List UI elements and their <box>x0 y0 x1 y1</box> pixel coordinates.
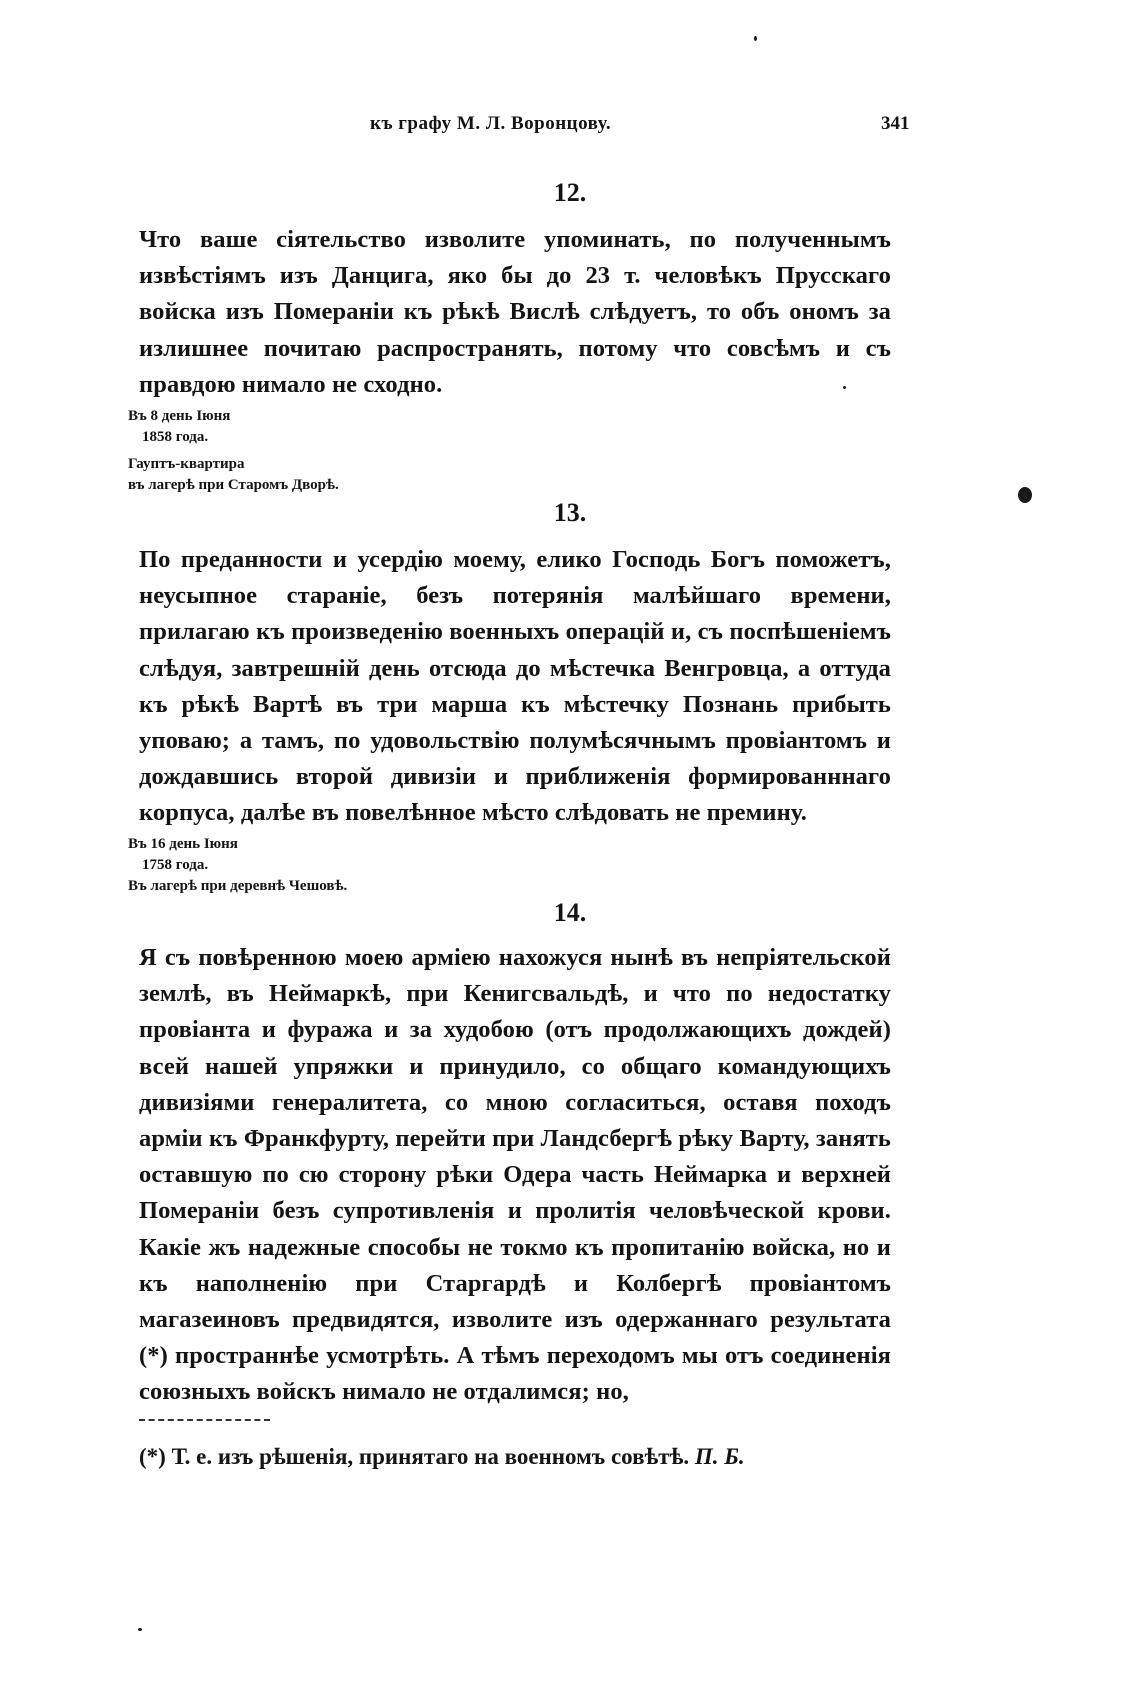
section-number-14: 14. <box>553 898 587 927</box>
section-text-12: Что ваше сіятельство изволите упоминать, по полученнымъ извѣстіямъ изъ Данцига, яко бы до 23 т. человѣкъ Прусскаго войска изъ Помераніи къ рѣкѣ Вислѣ слѣдуетъ, то объ ономъ за излишнее почитаю распространять, потому что совсѣмъ и съ правдою нимало не сходно. <box>139 226 891 398</box>
section-number-12: 12. <box>553 178 587 207</box>
footnote-text: (*) Т. е. изъ рѣшенія, принятаго на военномъ совѣтѣ. <box>139 1444 690 1469</box>
scan-speck <box>138 1628 142 1631</box>
dateline-line: 1858 года. <box>142 429 209 445</box>
dateline-line: Въ 8 день Іюня <box>128 408 231 424</box>
section-text-14: Я съ повѣренною моею арміею нахожуся нынѣ въ непріятельской землѣ, въ Неймаркѣ, при Кенигсвальдѣ, и что по недостатку провіанта и фуража и за худобою (отъ продолжающихъ дождей) всей нашей упряжки и принудило, со общаго командующихъ дивизіями генералитета, со мною согласиться, оставя походъ арміи къ Франкфурту, перейти при Ландсбергѣ рѣку Варту, занять оставшую по сю сторону рѣки Одера часть Неймарка и верхней Помераніи безъ супротивленія и пролитія человѣческой крови. Какіе жъ надежные способы не токмо къ пропитанію войска, но и къ наполненію при Старгардѣ и Колбергѣ провіантомъ магазеиновъ предвидятся, изволите изъ одержаннаго результата (*) пространнѣе усмотрѣть. А тѣмъ переходомъ мы отъ соединенія союзныхъ войскъ нимало не отдалимся; но, <box>139 944 891 1406</box>
dateline-13 <box>128 834 347 897</box>
dateline-12 <box>128 406 339 496</box>
page-number: 341 <box>881 113 910 134</box>
section-text-13: По преданности и усердію моему, елико Господь Богъ поможетъ, неусыпное стараніе, безъ потерянія малѣйшаго времени, прилагаю къ произведенію военныхъ операцій и, съ поспѣшеніемъ слѣдуя, завтрешній день отсюда до мѣстечка Венгровца, а оттуда къ рѣкѣ Вартѣ въ три марша къ мѣстечку Познань прибыть уповаю; а тамъ, по удовольствію полумѣсячнымъ провіантомъ и дождавшись второй дивизіи и приближенія формированннаго корпуса, далѣе въ повелѣнное мѣсто слѣдовать не премину. <box>139 546 891 827</box>
dateline-line: 1758 года. <box>142 857 209 873</box>
footnote-rule <box>139 1419 270 1421</box>
running-header: къ графу М. Л. Воронцову. <box>370 113 612 134</box>
dateline-line: Въ 16 день Іюня <box>128 836 238 852</box>
dateline-line: Въ лагерѣ при деревнѣ Чешовѣ. <box>128 878 348 894</box>
scan-speck <box>1018 487 1032 503</box>
dateline-line: Гауптъ-квартира <box>128 456 245 472</box>
footnote-signature: П. Б. <box>694 1444 745 1469</box>
footnote <box>139 1444 745 1470</box>
section-number-13: 13. <box>553 498 587 527</box>
scan-speck <box>843 386 846 389</box>
dateline-line: въ лагерѣ при Старомъ Дворѣ. <box>128 477 339 493</box>
scan-speck <box>754 36 757 41</box>
